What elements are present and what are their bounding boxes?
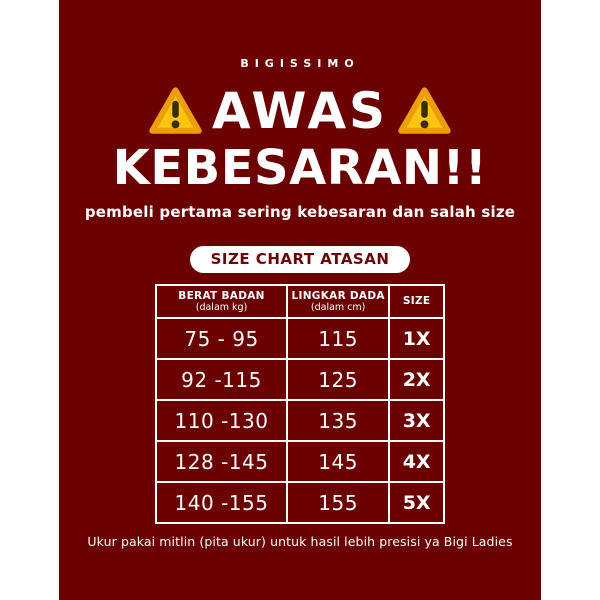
brand-name: BIGISSIMO bbox=[240, 57, 360, 70]
headline-subtitle: pembeli pertama sering kebesaran dan salah size bbox=[84, 203, 516, 221]
column-header-berat-badan bbox=[156, 285, 287, 318]
table-row bbox=[156, 482, 444, 523]
poster-canvas bbox=[59, 0, 541, 600]
chest-size-cell: 155 bbox=[287, 482, 389, 523]
measurement-note: Ukur pakai mitlin (pita ukur) untuk hasil lebih presisi ya Bigi Ladies bbox=[87, 534, 513, 549]
size-label-cell: 1X bbox=[389, 318, 444, 359]
size-label-cell: 3X bbox=[389, 400, 444, 441]
chest-size-cell: 145 bbox=[287, 441, 389, 482]
chest-size-cell: 115 bbox=[287, 318, 389, 359]
warning-triangle-icon bbox=[397, 86, 452, 136]
chest-size-cell: 135 bbox=[287, 400, 389, 441]
column-header-lingkar-dada bbox=[287, 285, 389, 318]
table-row bbox=[156, 359, 444, 400]
weight-range-cell: 75 - 95 bbox=[156, 318, 287, 359]
size-chart-title-pill: SIZE CHART ATASAN bbox=[190, 246, 411, 273]
size-label-cell: 4X bbox=[389, 441, 444, 482]
column-header-unit: (dalam kg) bbox=[195, 301, 248, 313]
headline-row bbox=[59, 83, 541, 139]
size-chart-table bbox=[155, 284, 445, 524]
column-header-label: LINGKAR DADA bbox=[291, 289, 385, 302]
weight-range-cell: 128 -145 bbox=[156, 441, 287, 482]
table-header-row bbox=[156, 285, 444, 318]
warning-triangle-icon bbox=[148, 86, 203, 136]
size-label-cell: 2X bbox=[389, 359, 444, 400]
size-label-cell: 5X bbox=[389, 482, 444, 523]
headline-kebesaran: KEBESARAN!! bbox=[112, 140, 488, 196]
table-row bbox=[156, 400, 444, 441]
weight-range-cell: 92 -115 bbox=[156, 359, 287, 400]
column-header-size bbox=[389, 285, 444, 318]
column-header-label: SIZE bbox=[402, 295, 431, 308]
table-row bbox=[156, 318, 444, 359]
column-header-unit: (dalam cm) bbox=[310, 301, 366, 313]
weight-range-cell: 140 -155 bbox=[156, 482, 287, 523]
headline-awas: AWAS bbox=[211, 82, 389, 140]
column-header-label: BERAT BADAN bbox=[178, 289, 265, 302]
chest-size-cell: 125 bbox=[287, 359, 389, 400]
weight-range-cell: 110 -130 bbox=[156, 400, 287, 441]
table-row bbox=[156, 441, 444, 482]
